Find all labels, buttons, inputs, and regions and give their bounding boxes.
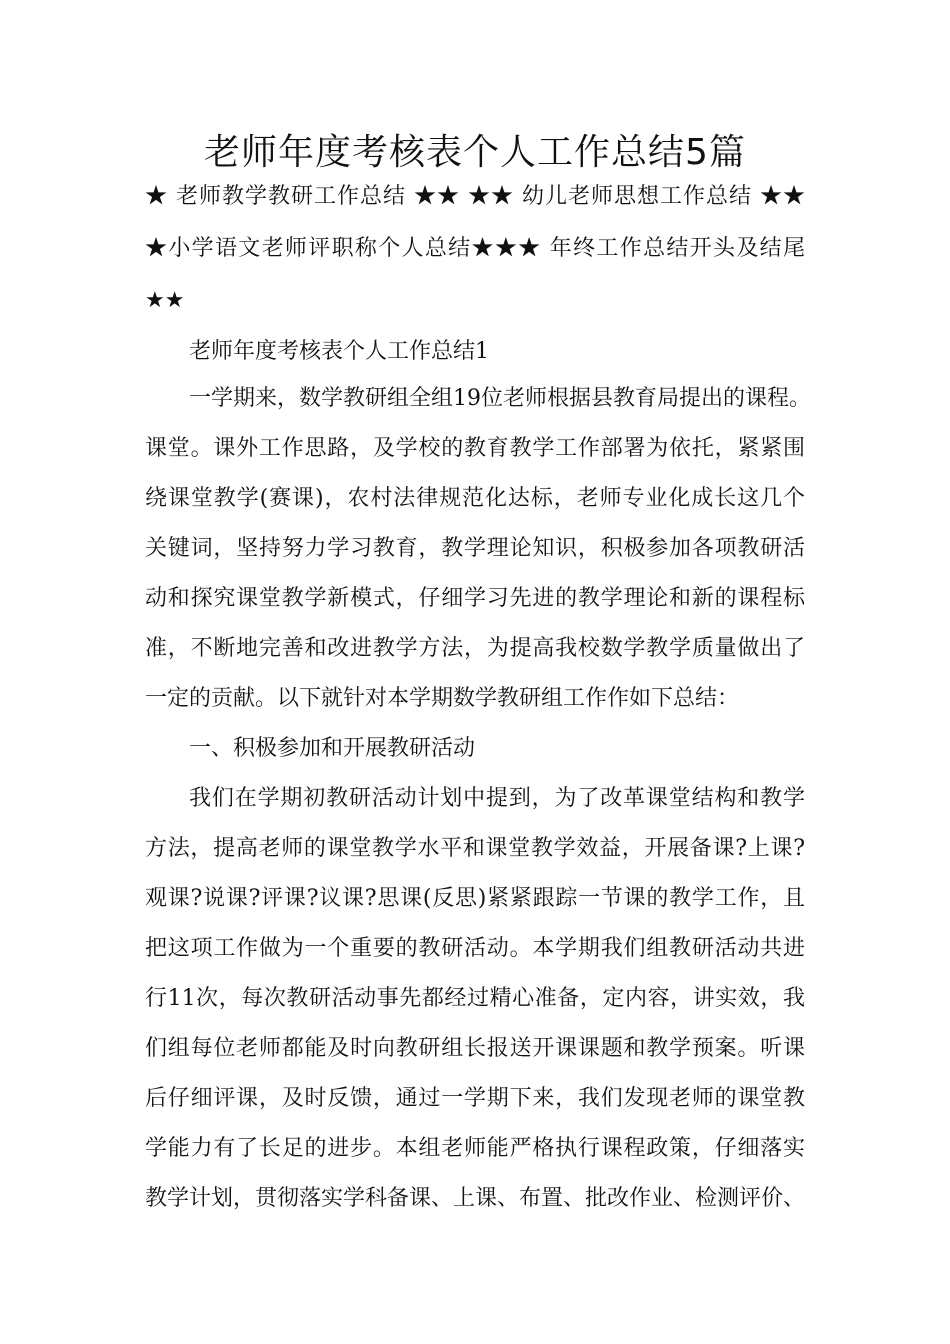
paragraph-line: 把这项工作做为一个重要的教研活动。本学期我们组教研活动共进 xyxy=(145,936,805,961)
paragraph-line: 们组每位老师都能及时向教研组长报送开课课题和教学预案。听课 xyxy=(145,1036,805,1061)
section-heading: 老师年度考核表个人工作总结1 xyxy=(189,339,489,364)
paragraph-line: 方法，提高老师的课堂教学水平和课堂教学效益，开展备课?上课? xyxy=(145,836,805,861)
paragraph-line: 行11次，每次教研活动事先都经过精心准备，定内容，讲实效，我 xyxy=(145,986,805,1011)
related-links-line: ★ 老师教学教研工作总结 ★★ ★★ 幼儿老师思想工作总结 ★★ xyxy=(145,184,805,209)
paragraph-line: 观课?说课?评课?议课?思课(反思)紧紧跟踪一节课的教学工作，且 xyxy=(145,886,805,911)
paragraph-line: 关键词，坚持努力学习教育，教学理论知识，积极参加各项教研活 xyxy=(145,536,805,561)
paragraph-line: 课堂。课外工作思路，及学校的教育教学工作部署为依托，紧紧围 xyxy=(145,436,805,461)
related-links-line: ★小学语文老师评职称个人总结★★★ 年终工作总结开头及结尾 xyxy=(145,236,805,261)
paragraph-line: 一定的贡献。以下就针对本学期数学教研组工作作如下总结： xyxy=(145,686,740,711)
paragraph-line: 准，不断地完善和改进教学方法，为提高我校数学教学质量做出了 xyxy=(145,636,805,661)
related-links-line: ★★ xyxy=(145,288,185,313)
paragraph-line: 一学期来，数学教研组全组19位老师根据县教育局提出的课程。 xyxy=(189,386,811,411)
paragraph-line: 我们在学期初教研活动计划中提到，为了改革课堂结构和教学 xyxy=(189,786,805,811)
document-title: 老师年度考核表个人工作总结5篇 xyxy=(204,132,746,173)
paragraph-line: 动和探究课堂教学新模式，仔细学习先进的教学理论和新的课程标 xyxy=(145,586,805,611)
subsection-heading: 一、积极参加和开展教研活动 xyxy=(189,736,476,761)
paragraph-line: 绕课堂教学(赛课)，农村法律规范化达标，老师专业化成长这几个 xyxy=(145,486,805,511)
paragraph-line: 后仔细评课，及时反馈，通过一学期下来，我们发现老师的课堂教 xyxy=(145,1086,805,1111)
paragraph-line: 教学计划，贯彻落实学科备课、上课、布置、批改作业、检测评价、 xyxy=(145,1186,806,1211)
paragraph-line: 学能力有了长足的进步。本组老师能严格执行课程政策，仔细落实 xyxy=(145,1136,805,1161)
